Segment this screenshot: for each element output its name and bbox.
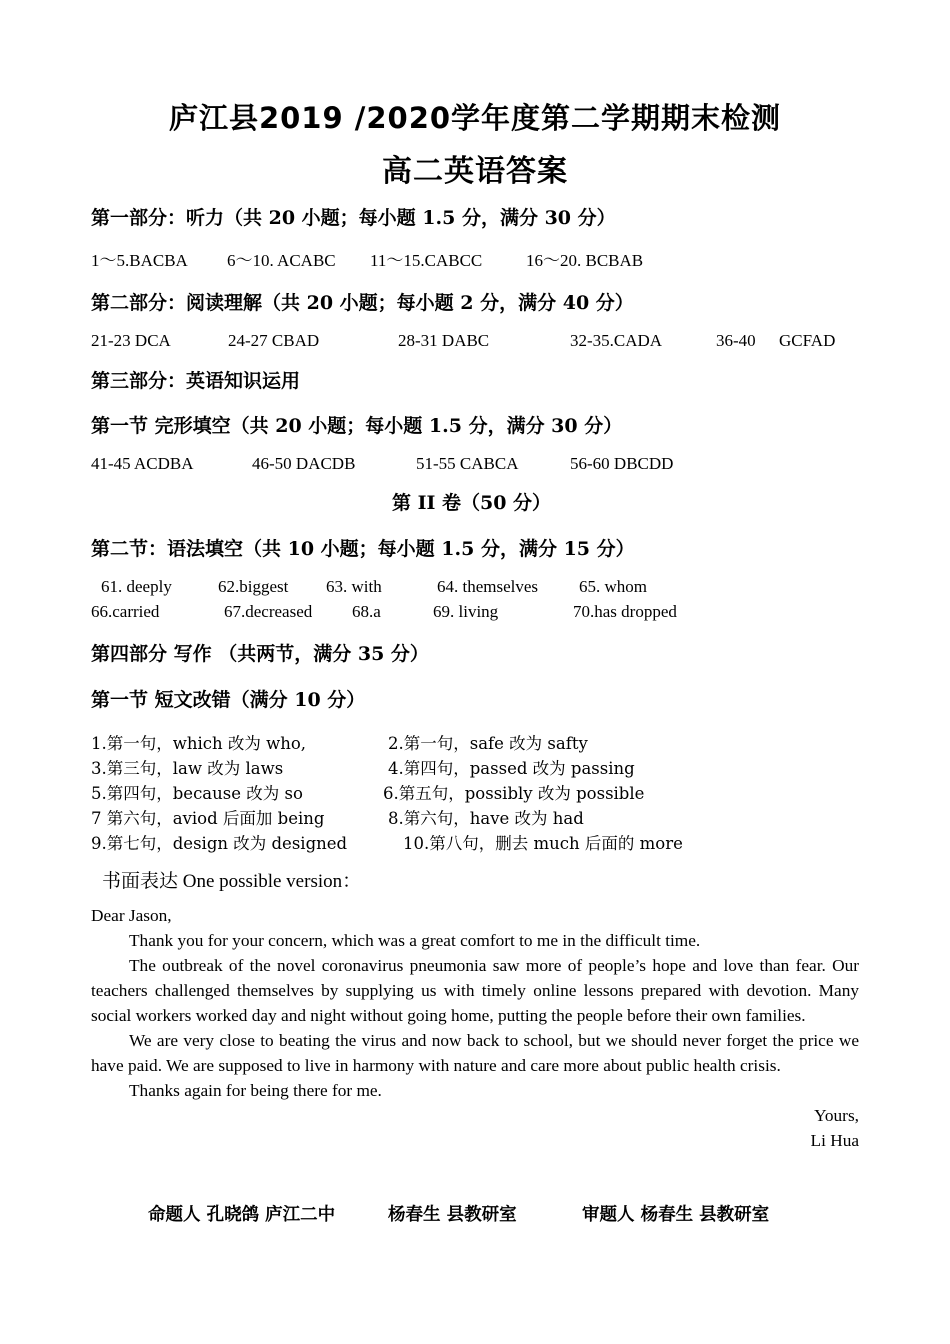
footer-author: 命题人 孔晓鸽 庐江二中 <box>148 1205 336 1225</box>
letter-paragraph: We are very close to beating the virus and now back to school, but we should never forget the price we have paid. We are supposed to live in harmony with nature and care more about public health crisis. <box>91 1031 859 1075</box>
correction-item: 9.第七句，design 改为 designed <box>91 834 348 853</box>
part2-heading: 第二部分：阅读理解（共 20 小题；每小题 2 分，满分 40 分） <box>91 292 634 314</box>
correction-item: 8.第六句，have 改为 had <box>388 809 584 828</box>
letter-signature: Li Hua <box>810 1131 859 1150</box>
grammar-answer: 67.decreased <box>224 602 313 621</box>
correction-item: 5.第四句，because 改为 so <box>91 784 303 803</box>
part2-answer: 36-40 <box>716 331 756 350</box>
part4-heading: 第四部分 写作 （共两节，满分 35 分） <box>91 643 429 665</box>
correction-item: 1.第一句，which 改为 who, <box>91 734 307 753</box>
sample-letter <box>91 903 859 1153</box>
writing-heading: 书面表达 One possible version： <box>102 871 362 892</box>
grammar-answer: 63. with <box>326 577 382 596</box>
footer-reviewer: 审题人 杨春生 县教研室 <box>582 1205 770 1225</box>
document-title: 庐江县2019 /2020学年度第二学期期末检测 <box>168 101 782 135</box>
grammar-answer: 70.has dropped <box>573 602 677 621</box>
letter-paragraph: Thank you for your concern, which was a great comfort to me in the difficult time. <box>129 931 701 950</box>
correction-item: 4.第四句，passed 改为 passing <box>388 759 635 778</box>
letter-salutation: Dear Jason, <box>91 906 172 925</box>
letter-paragraph: Thanks again for being there for me. <box>129 1081 382 1100</box>
cloze-answer: 56-60 DBCDD <box>570 454 674 473</box>
part1-answer: 11～15.CABCC <box>370 251 483 270</box>
grammar-answer: 69. living <box>433 602 499 621</box>
letter-paragraph: The outbreak of the novel coronavirus pneumonia saw more of people’s hope and love than fear. Our teachers challenged themselves by supplying us with timely online lessons prepared with devotion. Many social workers worked day and night without going home, putting the people before their own families. <box>91 956 859 1025</box>
part2-answer: 24-27 CBAD <box>228 331 320 350</box>
part1-answer: 1～5.BACBA <box>91 251 188 270</box>
cloze-heading: 第一节 完形填空（共 20 小题；每小题 1.5 分，满分 30 分） <box>91 415 623 437</box>
grammar-answer: 64. themselves <box>437 577 539 596</box>
part2-answer: 21-23 DCA <box>91 331 171 350</box>
grammar-answer: 62.biggest <box>218 577 289 596</box>
correction-item: 2.第一句，safe 改为 safty <box>388 734 588 753</box>
part2-answer: 28-31 DABC <box>398 331 490 350</box>
part1-answer: 6～10. ACABC <box>227 251 336 270</box>
volume2-heading: 第 II 卷（50 分） <box>392 492 552 514</box>
part1-heading: 第一部分：听力（共 20 小题；每小题 1.5 分，满分 30 分） <box>91 207 616 229</box>
correction-item: 3.第三句，law 改为 laws <box>91 759 284 778</box>
part3-heading: 第三部分：英语知识运用 <box>91 370 301 392</box>
cloze-answer: 46-50 DACDB <box>252 454 356 473</box>
correction-item: 6.第五句，possibly 改为 possible <box>383 784 645 803</box>
correction-item: 10.第八句，删去 much 后面的 more <box>403 834 683 853</box>
grammar-answer: 66.carried <box>91 602 160 621</box>
letter-closing: Yours, <box>814 1106 859 1125</box>
grammar-answer: 61. deeply <box>101 577 172 596</box>
grammar-answer: 65. whom <box>579 577 647 596</box>
cloze-answer: 51-55 CABCA <box>416 454 519 473</box>
part2-answer: GCFAD <box>779 331 836 350</box>
grammar-heading: 第二节：语法填空（共 10 小题；每小题 1.5 分，满分 15 分） <box>91 538 635 560</box>
part1-answer: 16～20. BCBAB <box>526 251 644 270</box>
correction-item: 7 第六句，aviod 后面加 being <box>91 809 325 828</box>
cloze-answer: 41-45 ACDBA <box>91 454 194 473</box>
part2-answer: 32-35.CADA <box>570 331 663 350</box>
grammar-answer: 68.a <box>352 602 381 621</box>
footer-author-2: 杨春生 县教研室 <box>388 1205 517 1225</box>
document-subtitle: 高二英语答案 <box>382 154 568 189</box>
correction-heading: 第一节 短文改错（满分 10 分） <box>91 689 366 711</box>
